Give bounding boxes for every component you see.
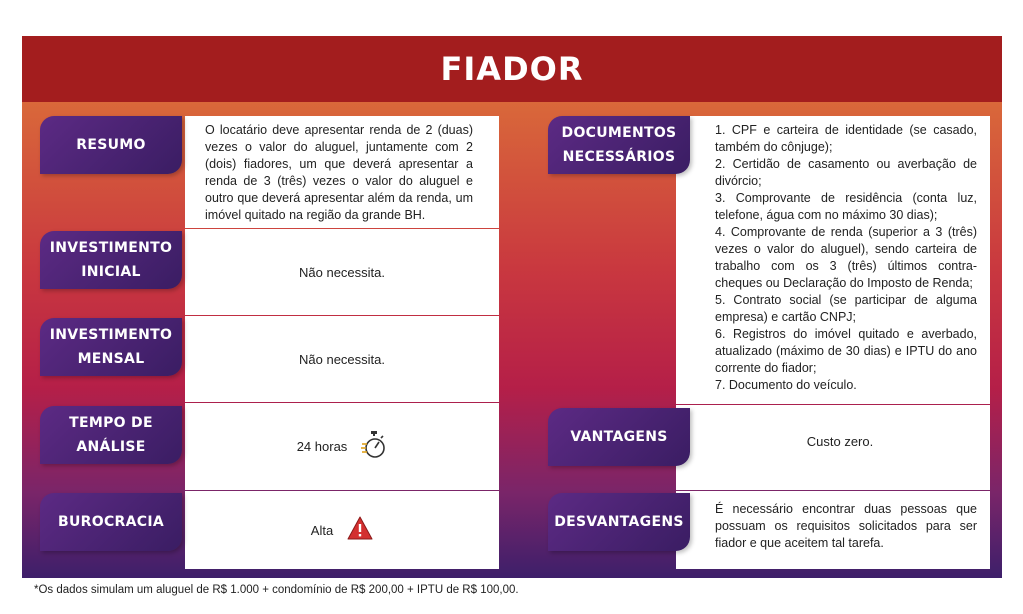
label-resumo (40, 116, 182, 174)
desvantagens-text: É necessário encontrar duas pessoas que possuam os requisitos solicitados para ser fiador e que aceitem tal tarefa. (715, 502, 977, 550)
list-item: 4. Comprovante de renda (superior a 3 (três) vezes o valor do aluguel), sendo carteira de trabalho com os 3 (três) últimos contra-cheques ou Declaração do Imposto de Renda; (715, 225, 977, 290)
label-documentos (548, 116, 690, 174)
vantagens-text (690, 405, 990, 477)
documentos-text (715, 122, 977, 394)
label-vantagens (548, 408, 690, 466)
label-burocracia (40, 493, 182, 551)
label-investimento-inicial (40, 231, 182, 289)
label-line-2: ANÁLISE (76, 439, 146, 455)
label-desvantagens-text: DESVANTAGENS (554, 514, 684, 530)
investimento-inicial-value: Não necessita. (299, 264, 385, 280)
resumo-text: O locatário deve apresentar renda de 2 (duas) vezes o valor do aluguel, juntamente com 2 (dois) fiadores, um que deverá apresentar a renda de 3 (três) vezes o valor do aluguel e outro que deverá apresentar além da renda, um imóvel quitado na região da grande BH. (205, 123, 473, 222)
investimento-inicial-text (185, 229, 499, 315)
tempo-analise-value: 24 horas (296, 439, 348, 454)
tempo-analise-text (185, 403, 499, 490)
burocracia-text (185, 491, 499, 569)
label-line-2: NECESSÁRIOS (562, 149, 676, 165)
label-line-1: INVESTIMENTO (49, 240, 173, 256)
investimento-mensal-text (185, 316, 499, 402)
title-banner (22, 36, 1002, 102)
label-line-2: MENSAL (77, 351, 145, 367)
label-tempo-analise (40, 406, 182, 464)
list-item: 6. Registros do imóvel quitado e averbado, atualizado (máximo de 30 dias) e IPTU do ano corrente do fiador; (715, 327, 977, 375)
list-item: 5. Contrato social (se participar de alguma empresa) e cartão CNPJ; (715, 293, 977, 324)
label-resumo-text: RESUMO (76, 137, 146, 153)
warning-icon (347, 516, 373, 544)
footnote: *Os dados simulam um aluguel de R$ 1.000 + condomínio de R$ 200,00 + IPTU de R$ 100,00. (34, 584, 519, 596)
label-burocracia-text: BUROCRACIA (58, 514, 164, 530)
label-line-2: INICIAL (81, 264, 141, 280)
label-line-1: DOCUMENTOS (561, 125, 677, 141)
label-line-1: TEMPO DE (69, 415, 153, 431)
list-item: 2. Certidão de casamento ou averbação de divórcio; (715, 157, 977, 188)
stopwatch-icon (361, 430, 387, 464)
vantagens-value: Custo zero. (806, 433, 874, 449)
list-item: 3. Comprovante de residência (conta luz, telefone, água com no máximo 30 dias); (715, 191, 977, 222)
list-item: 7. Documento do veículo. (715, 378, 857, 392)
burocracia-value: Alta (310, 522, 334, 538)
list-item: 1. CPF e carteira de identidade (se casado, também do cônjuge); (715, 123, 977, 154)
page-title: FIADOR (440, 50, 584, 88)
label-investimento-mensal (40, 318, 182, 376)
label-vantagens-text: VANTAGENS (570, 429, 668, 445)
investimento-mensal-value: Não necessita. (299, 351, 385, 367)
documentos-list (715, 122, 977, 394)
label-desvantagens (548, 493, 690, 551)
label-line-1: INVESTIMENTO (49, 327, 173, 343)
